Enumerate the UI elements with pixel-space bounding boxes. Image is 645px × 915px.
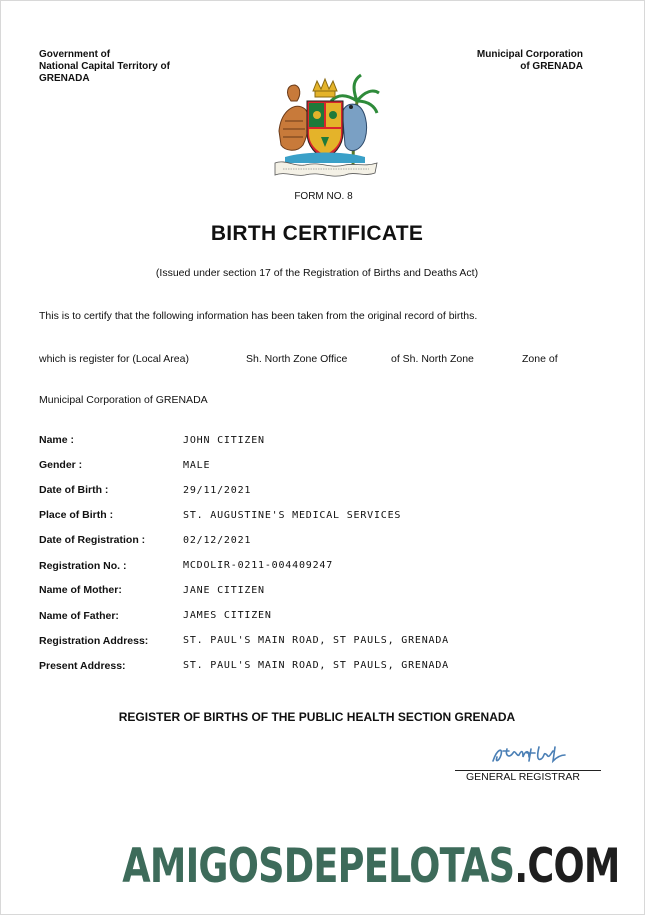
local-area-zone: of Sh. North Zone bbox=[391, 353, 474, 365]
field-value-date-of-registration: 02/12/2021 bbox=[183, 535, 252, 546]
field-label-present-address: Present Address: bbox=[39, 660, 126, 672]
header-left-line-2: National Capital Territory of bbox=[39, 61, 170, 72]
field-value-registration-address: ST. PAUL'S MAIN ROAD, ST PAULS, GRENADA bbox=[183, 635, 449, 646]
field-label-gender: Gender : bbox=[39, 459, 83, 471]
local-area-office: Sh. North Zone Office bbox=[246, 353, 348, 365]
header-right-line-1: Municipal Corporation bbox=[476, 49, 583, 60]
field-label-registration-no: Registration No. : bbox=[39, 560, 127, 572]
field-value-registration-no: MCDOLIR-0211-004409247 bbox=[183, 560, 334, 571]
header-left bbox=[39, 49, 170, 85]
watermark bbox=[123, 839, 620, 894]
header-left-line-3: GRENADA bbox=[39, 73, 90, 84]
field-label-father: Name of Father: bbox=[39, 610, 119, 622]
signature-icon bbox=[489, 743, 569, 767]
field-value-name: JOHN CITIZEN bbox=[183, 435, 265, 446]
form-number: FORM NO. 8 bbox=[294, 191, 353, 202]
register-for-text: which is register for (Local Area) bbox=[39, 353, 189, 365]
field-value-father: JAMES CITIZEN bbox=[183, 610, 272, 621]
zone-of-text: Zone of bbox=[522, 353, 558, 365]
header-left-line-1: Government of bbox=[39, 49, 111, 60]
general-registrar-label: GENERAL REGISTRAR bbox=[466, 771, 580, 783]
certify-text: This is to certify that the following information has been taken from the original record of births. bbox=[39, 310, 478, 322]
field-value-present-address: ST. PAUL'S MAIN ROAD, ST PAULS, GRENADA bbox=[183, 660, 449, 671]
watermark-dark-text: .COM bbox=[514, 839, 620, 894]
field-value-gender: MALE bbox=[183, 460, 211, 471]
header-right bbox=[477, 49, 583, 73]
field-value-mother: JANE CITIZEN bbox=[183, 585, 265, 596]
field-label-date-of-birth: Date of Birth : bbox=[39, 484, 109, 496]
header-right-line-2: of GRENADA bbox=[520, 61, 583, 72]
field-label-date-of-registration: Date of Registration : bbox=[39, 534, 146, 546]
field-label-registration-address: Registration Address: bbox=[39, 635, 149, 647]
watermark-green-text: AMIGOSDEPELOTAS bbox=[122, 839, 515, 894]
field-value-date-of-birth: 29/11/2021 bbox=[183, 485, 252, 496]
certificate-title: BIRTH CERTIFICATE bbox=[210, 222, 424, 245]
municipal-line: Municipal Corporation of GRENADA bbox=[39, 394, 208, 406]
field-value-place-of-birth: ST. AUGUSTINE'S MEDICAL SERVICES bbox=[183, 510, 402, 521]
coat-of-arms-icon bbox=[265, 71, 385, 181]
field-label-name: Name : bbox=[39, 434, 75, 446]
register-title: REGISTER OF BIRTHS OF THE PUBLIC HEALTH SECTION GRENADA bbox=[118, 710, 516, 724]
field-label-mother: Name of Mother: bbox=[39, 584, 122, 596]
field-label-place-of-birth: Place of Birth : bbox=[39, 509, 114, 521]
certificate-subtitle: (Issued under section 17 of the Registration of Births and Deaths Act) bbox=[155, 267, 479, 279]
